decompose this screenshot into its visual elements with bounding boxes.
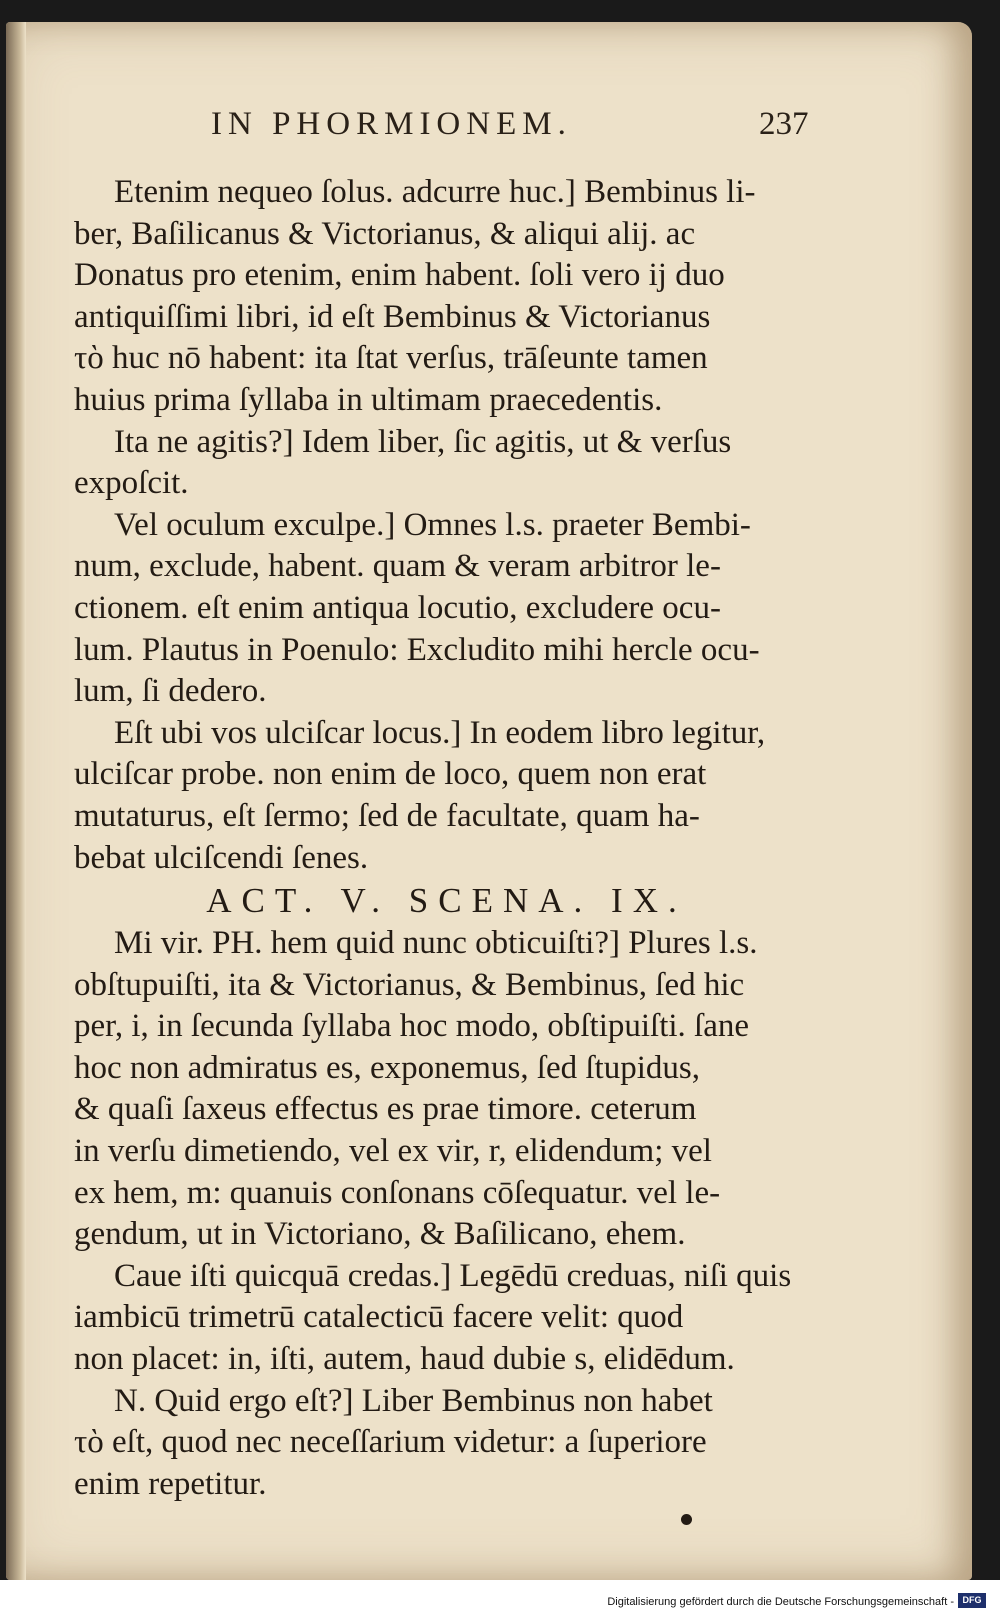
footer-bar: [0, 1580, 1000, 1614]
text-line: lum. Plautus in Poenulo: Excludito mihi hercle ocu-: [74, 631, 760, 668]
text-line: Etenim nequeo ſolus. adcurre huc.] Bembinus li-: [114, 174, 756, 210]
text-line: Donatus pro etenim, enim habent. ſoli vero ij duo: [74, 257, 725, 294]
text-block: [74, 172, 819, 1505]
running-head: IN PHORMIONEM.: [211, 106, 572, 142]
text-line: obſtupuiſti, ita & Victorianus, & Bembinus, ſed hic: [74, 966, 745, 1003]
text-line: Vel oculum exculpe.] Omnes l.s. praeter Bembi-: [114, 506, 751, 543]
text-line: bebat ulciſcendi ſenes.: [74, 839, 369, 876]
text-line: hoc non admiratus es, exponemus, ſed ſtupidus,: [74, 1049, 700, 1086]
text-line: Caue iſti quicquā credas.] Legēdū creduas, niſi quis: [114, 1257, 792, 1294]
text-line: huius prima ſyllaba in ultimam praecedentis.: [74, 381, 663, 418]
text-line: ctionem. eſt enim antiqua locutio, excludere ocu-: [74, 589, 721, 626]
page-header: [211, 106, 811, 156]
ornament-dot: [681, 1514, 692, 1525]
text-line: ex hem, m: quanuis conſonans cōſequatur. vel le-: [74, 1174, 721, 1211]
text-line: & quaſi ſaxeus effectus es prae timore. ceterum: [74, 1091, 697, 1128]
text-line: antiquiſſimi libri, id eſt Bembinus & Victorianus: [74, 298, 711, 335]
page-number: 237: [759, 106, 809, 142]
funding-credit: Digitalisierung gefördert durch die Deutsche Forschungsgemeinschaft -: [607, 1596, 954, 1608]
text-line: N. Quid ergo eſt?] Liber Bembinus non habet: [114, 1382, 713, 1419]
text-line: τὸ huc nō habent: ita ſtat verſus, trāſeunte tamen: [74, 340, 708, 377]
text-line: iambicū trimetrū catalecticū facere velit: quod: [74, 1299, 684, 1336]
scene-heading: ACT. V. SCENA. IX.: [206, 881, 687, 921]
text-line: num, exclude, habent. quam & veram arbitror le-: [74, 548, 721, 585]
text-line: Mi vir. PH. hem quid nunc obticuiſti?] Plures l.s.: [114, 925, 758, 962]
text-line: non placet: in, iſti, autem, haud dubie s, elidēdum.: [74, 1341, 735, 1378]
text-line: mutaturus, eſt ſermo; ſed de facultate, quam ha-: [74, 797, 700, 834]
text-line: Ita ne agitis?] Idem liber, ſic agitis, ut & verſus: [114, 423, 732, 460]
text-line: expoſcit.: [74, 465, 189, 502]
text-line: ber, Baſilicanus & Victorianus, & aliqui alij. ac: [74, 215, 696, 252]
text-line: per, i, in ſecunda ſyllaba hoc modo, obſtipuiſti. ſane: [74, 1008, 750, 1045]
dfg-logo: DFG: [958, 1593, 986, 1608]
book-page: [6, 22, 972, 1580]
text-line: τὸ eſt, quod nec neceſſarium videtur: a ſuperiore: [74, 1424, 707, 1461]
page-gutter: [6, 22, 26, 1580]
text-line: enim repetitur.: [74, 1465, 267, 1502]
text-line: in verſu dimetiendo, vel ex vir, r, elidendum; vel: [74, 1133, 712, 1170]
text-line: gendum, ut in Victoriano, & Baſilicano, ehem.: [74, 1216, 686, 1253]
text-line: Eſt ubi vos ulciſcar locus.] In eodem libro legitur,: [114, 714, 766, 751]
text-line: ulciſcar probe. non enim de loco, quem non erat: [74, 756, 707, 793]
text-line: lum, ſi dedero.: [74, 673, 267, 710]
